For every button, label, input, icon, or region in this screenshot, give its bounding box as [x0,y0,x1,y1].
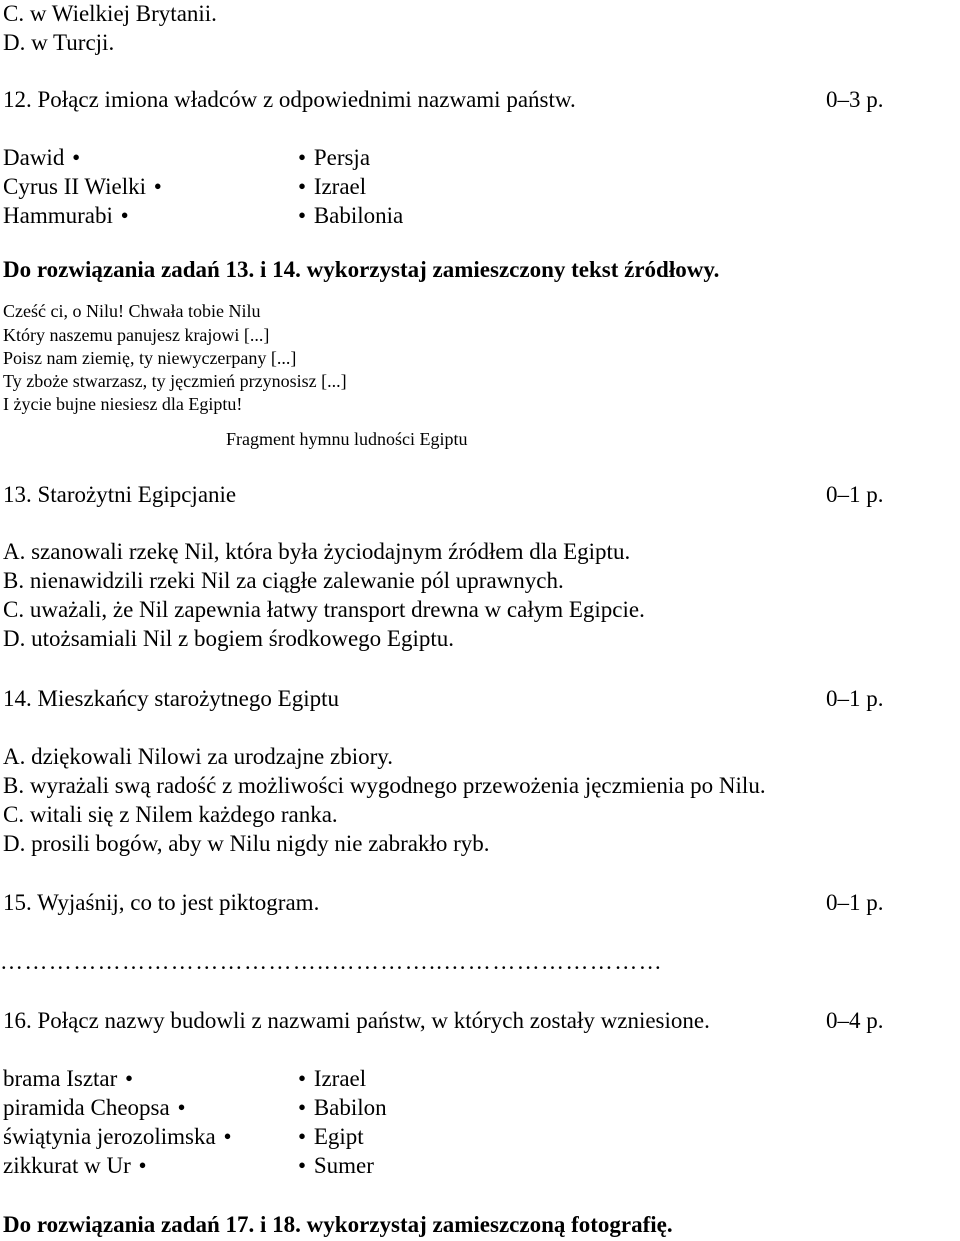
q14-option: B. wyrażali swą radość z możliwości wygodnego przewożenia jęczmienia po Nilu. [3,773,766,798]
answer-line[interactable]: …………………………………..…………..……………………… [0,949,663,974]
q16-left-item: brama Isztar • [3,1066,134,1091]
q15-points: 0–1 p. [826,890,884,915]
q13-points: 0–1 p. [826,482,884,507]
source-caption: Fragment hymnu ludności Egiptu [226,429,468,449]
bullet-icon: • [125,1066,134,1091]
bullet-icon: • [298,203,307,228]
q14-option: A. dziękowali Nilowi za urodzajne zbiory. [3,744,394,769]
q13-option: C. uważali, że Nil zapewnia łatwy transport drewna w całym Egipcie. [3,597,645,622]
q16-left-item: piramida Cheopsa • [3,1095,186,1120]
q16-left-item: zikkurat w Ur • [3,1153,147,1178]
q13-option: B. nienawidzili rzeki Nil za ciągłe zalewanie pól uprawnych. [3,568,564,593]
bullet-icon: • [120,203,129,228]
q16-points: 0–4 p. [826,1008,884,1033]
source-instruction: Do rozwiązania zadań 13. i 14. wykorzystaj zamieszczony tekst źródłowy. [3,257,720,282]
q14-option: C. witali się z Nilem każdego ranka. [3,802,338,827]
bullet-icon: • [298,1153,307,1178]
bullet-icon: • [298,1066,307,1091]
q14-option: D. prosili bogów, aby w Nilu nigdy nie zabrakło ryb. [3,831,490,856]
q13-text: 13. Starożytni Egipcjanie [3,482,237,507]
bullet-icon: • [177,1095,186,1120]
q12-right-item: • Izrael [298,174,367,199]
q12-left-item: Cyrus II Wielki • [3,174,162,199]
q12-points: 0–3 p. [826,87,884,112]
q15-text: 15. Wyjaśnij, co to jest piktogram. [3,890,320,915]
prev-option-d: D. w Turcji. [3,30,115,55]
q16-left-item: świątynia jerozolimska • [3,1124,232,1149]
q16-right-item: • Babilon [298,1095,387,1120]
q14-points: 0–1 p. [826,686,884,711]
q16-right-item: • Izrael [298,1066,367,1091]
q12-right-item: • Babilonia [298,203,404,228]
q12-text: 12. Połącz imiona władców z odpowiednimi nazwami państw. [3,87,576,112]
q13-option: A. szanowali rzekę Nil, która była życiodajnym źródłem dla Egiptu. [3,539,631,564]
source-line: Który naszemu panujesz krajowi [...] [3,325,270,345]
q12-left-item: Dawid • [3,145,81,170]
bullet-icon: • [153,174,162,199]
bullet-icon: • [298,145,307,170]
source-line: Cześć ci, o Nilu! Chwała tobie Nilu [3,301,261,321]
photo-instruction: Do rozwiązania zadań 17. i 18. wykorzystaj zamieszczoną fotografię. [3,1212,673,1237]
bullet-icon: • [298,1095,307,1120]
q16-text: 16. Połącz nazwy budowli z nazwami państw, w których zostały wzniesione. [3,1008,710,1033]
bullet-icon: • [298,174,307,199]
prev-option-c: C. w Wielkiej Brytanii. [3,1,217,26]
bullet-icon: • [223,1124,232,1149]
q13-option: D. utożsamiali Nil z bogiem środkowego Egiptu. [3,626,454,651]
q12-left-item: Hammurabi • [3,203,129,228]
q14-text: 14. Mieszkańcy starożytnego Egiptu [3,686,339,711]
source-line: Ty zboże stwarzasz, ty jęczmień przynosisz [...] [3,371,347,391]
source-line: Poisz nam ziemię, ty niewyczerpany [...] [3,348,297,368]
bullet-icon: • [298,1124,307,1149]
q12-right-item: • Persja [298,145,371,170]
q16-right-item: • Egipt [298,1124,364,1149]
bullet-icon: • [138,1153,147,1178]
bullet-icon: • [72,145,81,170]
q16-right-item: • Sumer [298,1153,374,1178]
source-line: I życie bujne niesiesz dla Egiptu! [3,394,243,414]
